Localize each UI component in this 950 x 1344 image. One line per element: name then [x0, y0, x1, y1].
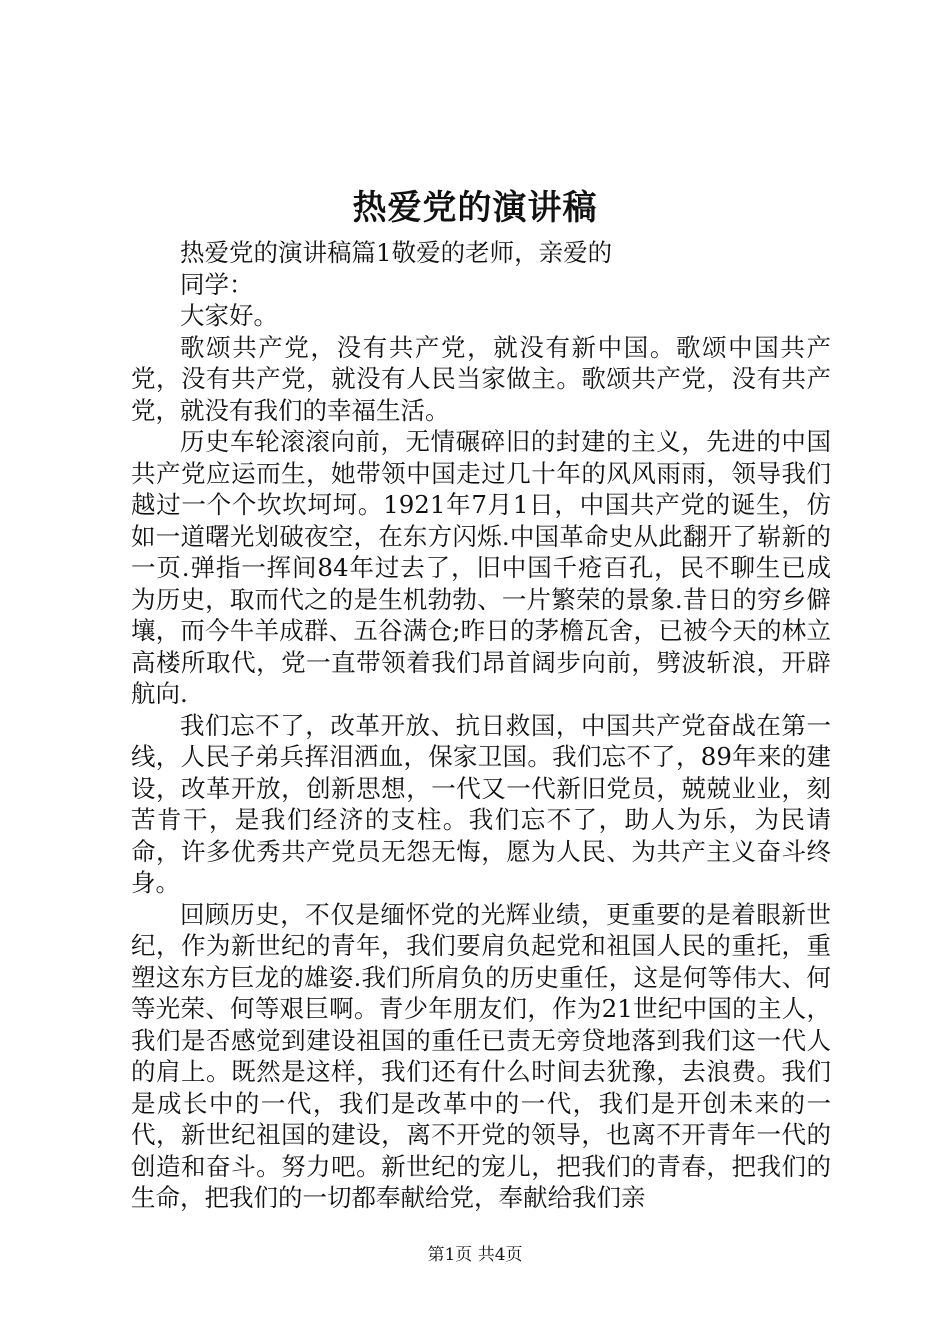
document-body — [131, 237, 831, 1214]
paragraph: 大家好。 — [180, 301, 278, 330]
paragraph: 回顾历史，不仅是缅怀党的光辉业绩，更重要的是着眼新世纪，作为新世纪的青年，我们要肩负起党和祖国人民的重托，重塑这东方巨龙的雄姿.我们所肩负的历史重任，这是何等伟大、何等光荣、何等艰巨啊。青少年朋友们，作为21世纪中国的主人，我们是否感觉到建设祖国的重任已责无旁贷地落到我们这一代人的肩上。既然是这样，我们还有什么时间去犹豫，去浪费。我们是成长中的一代，我们是改革中的一代，我们是开创未来的一代，新世纪祖国的建设，离不开党的领导，也离不开青年一代的创造和奋斗。努力吧。新世纪的宠儿，把我们的青春，把我们的生命，把我们的一切都奉献给党，奉献给我们亲 — [131, 899, 831, 1212]
paragraph: 历史车轮滚滚向前，无情碾碎旧的封建的主义，先进的中国共产党应运而生，她带领中国走过几十年的风风雨雨，领导我们越过一个个坎坎坷坷。1921年7月1日，中国共产党的诞生，仿如一道曙光划破夜空，在东方闪烁.中国革命史从此翻开了崭新的一页.弹指一挥间84年过去了，旧中国千疮百孔，民不聊生已成为历史，取而代之的是生机勃勃、一片繁荣的景象.昔日的穷乡僻壤，而今牛羊成群、五谷满仓;昨日的茅檐瓦舍，已被今天的林立高楼所取代，党一直带领着我们昂首阔步向前，劈波斩浪，开辟航向. — [131, 427, 831, 708]
paragraph: 同学： — [180, 269, 254, 299]
document-title: 热爱党的演讲稿 — [352, 188, 598, 228]
paragraph: 热爱党的演讲稿篇1敬爱的老师，亲爱的 — [180, 238, 613, 267]
page-number-footer: 第1页 共4页 — [427, 1245, 523, 1265]
paragraph: 我们忘不了，改革开放、抗日救国，中国共产党奋战在第一线，人民子弟兵挥泪洒血，保家卫国。我们忘不了，89年来的建设，改革开放，创新思想，一代又一代新旧党员，兢兢业业，刻苦肯干，是我们经济的支柱。我们忘不了，助人为乐，为民请命，许多优秀共产党员无怨无悔，愿为人民、为共产主义奋斗终身。 — [131, 710, 831, 897]
paragraph: 歌颂共产党，没有共产党，就没有新中国。歌颂中国共产党，没有共产党，就没有人民当家做主。歌颂共产党，没有共产党，就没有我们的幸福生活。 — [131, 332, 831, 425]
